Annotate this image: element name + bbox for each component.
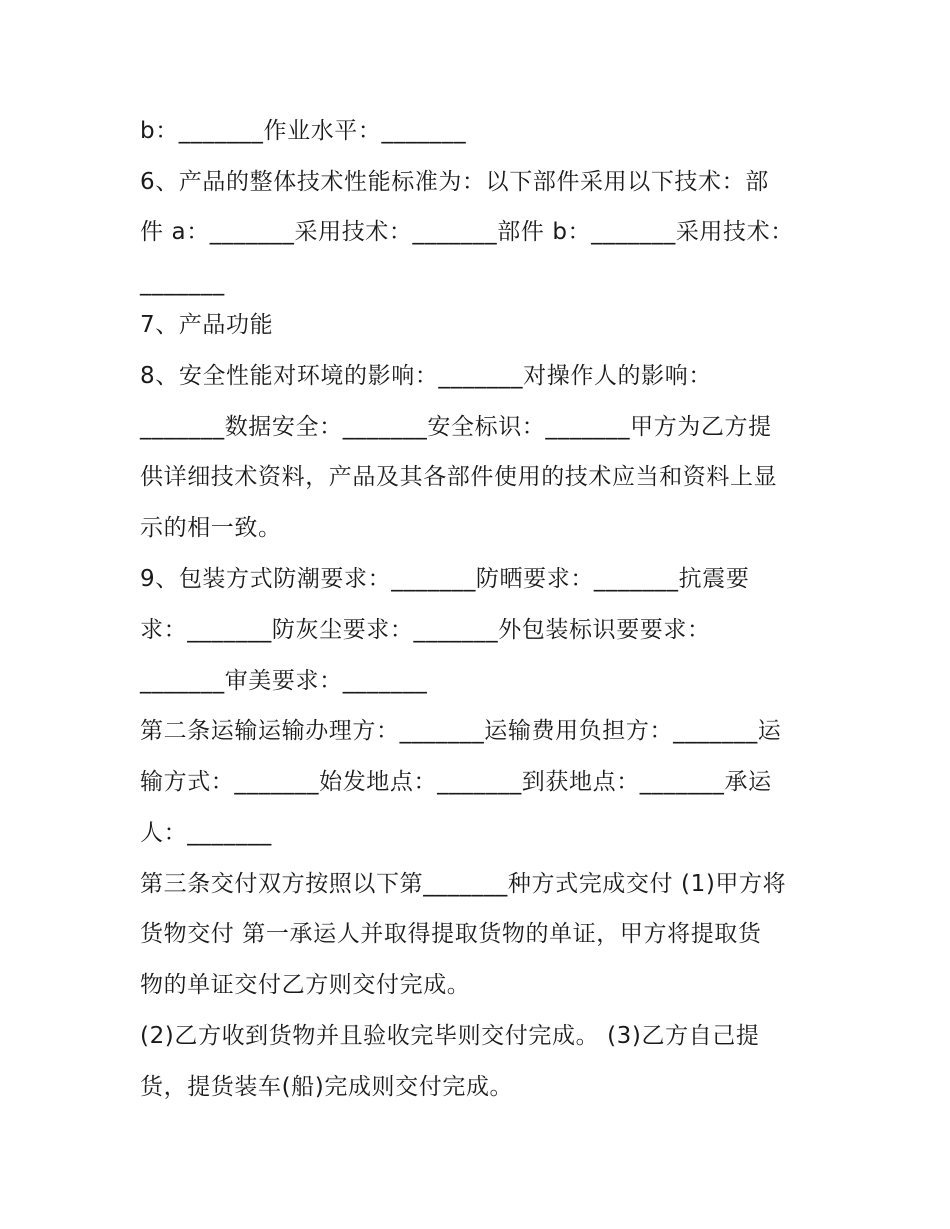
text-line: 第三条交付双方按照以下第_______种方式完成交付 (1)甲方将 [140,871,787,897]
text-line: _______审美要求：_______ [140,668,428,694]
text-line: 货物交付 第一承运人并取得提取货物的单证，甲方将提取货 [140,921,762,947]
text-line: 件 a：_______采用技术：_______部件 b：_______采用技术： [140,219,794,245]
text-line: 输方式：_______始发地点：_______到获地点：_______承运 [140,769,772,795]
text-line: 第二条运输运输办理方：_______运输费用负担方：_______运 [140,718,782,744]
text-line: 示的相一致。 [140,515,282,541]
text-line: 供详细技术资料，产品及其各部件使用的技术应当和资料上显 [140,464,778,490]
text-line: _______数据安全：_______安全标识：_______甲方为乙方提 [140,414,772,440]
text-line: _______ [140,270,225,296]
text-line: 6、产品的整体技术性能标准为：以下部件采用以下技术：部 [140,169,769,195]
text-line: 人：_______ [140,820,272,846]
text-line: 8、安全性能对环境的影响：_______对操作人的影响： [140,363,712,389]
text-line: 9、包装方式防潮要求：_______防晒要求：_______抗震要 [140,566,750,592]
text-line: b：_______作业水平：_______ [140,118,467,144]
text-line: 物的单证交付乙方则交付完成。 [140,972,471,998]
text-line: 7、产品功能 [140,312,274,338]
text-line: (2)乙方收到货物并且验收完毕则交付完成。 (3)乙方自己提 [140,1023,760,1049]
text-line: 求：_______防灰尘要求：_______外包装标识要要求： [140,617,711,643]
text-line: 货，提货装车(船)完成则交付完成。 [140,1074,514,1100]
